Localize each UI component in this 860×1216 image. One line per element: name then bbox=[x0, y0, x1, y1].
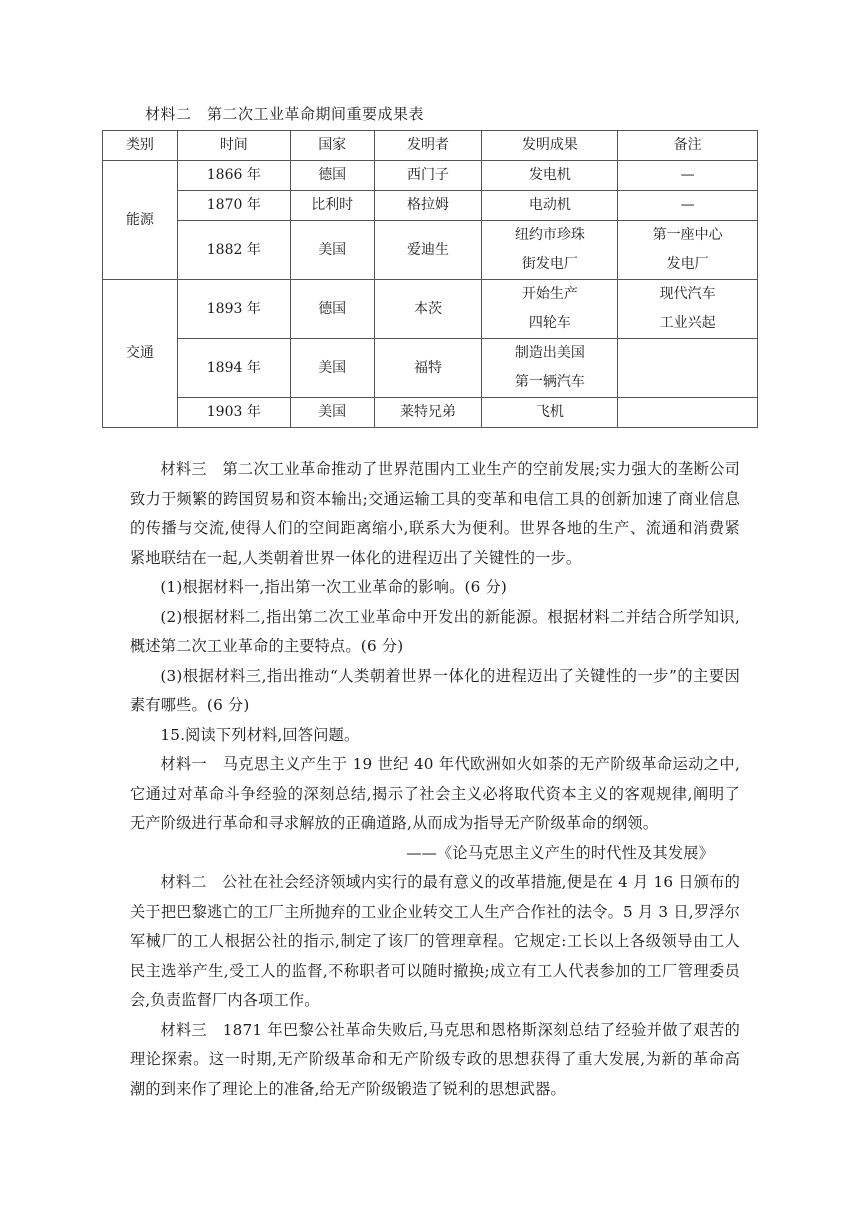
question-1: (1)根据材料一,指出第一次工业革命的影响。(6 分) bbox=[160, 578, 508, 596]
note-cell bbox=[618, 398, 758, 428]
inventor-cell: 本茨 bbox=[374, 280, 482, 339]
inventor-cell: 格拉姆 bbox=[374, 191, 482, 221]
table-row bbox=[103, 161, 758, 191]
note-cell bbox=[618, 339, 758, 398]
result-line: 第一辆汽车 bbox=[514, 374, 585, 390]
question-3: (3)根据材料三,指出推动“人类朝着世界一体化的进程迈出了关键性的一步”的主要因素有哪些。(6 分) bbox=[130, 666, 740, 714]
question-15-title: 15.阅读下列材料,回答问题。 bbox=[160, 725, 360, 744]
note-cell bbox=[618, 221, 758, 280]
country-cell: 美国 bbox=[290, 221, 374, 280]
result-line: 街发电厂 bbox=[521, 256, 578, 272]
country-cell: 比利时 bbox=[290, 191, 374, 221]
result-cell bbox=[482, 221, 618, 280]
time-cell: 1894 年 bbox=[177, 339, 290, 398]
country-cell: 美国 bbox=[290, 339, 374, 398]
table-row bbox=[103, 221, 758, 280]
material3-paragraph: 材料三 第二次工业革命推动了世界范围内工业生产的空前发展;实力强大的垄断公司致力于频繁的跨国贸易和资本输出;交通运输工具的变革和电信工具的创新加速了商业信息的传播与交流,使得人们的空间距离缩小,联系大为便利。世界各地的生产、流通和消费紧紧地联结在一起,人类朝着世界一体化的进程迈出了关键性的一步。 bbox=[130, 460, 740, 567]
time-cell: 1893 年 bbox=[177, 280, 290, 339]
material3-block bbox=[130, 455, 740, 1104]
q15-material3: 材料三 1871 年巴黎公社革命失败后,马克思和恩格斯深刻总结了经验并做了艰苦的理论探索。这一时期,无产阶级革命和无产阶级专政的思想获得了重大发展,为新的革命高潮的到来作了理论上的准备,给无产阶级锻造了锐利的思想武器。 bbox=[130, 1020, 740, 1098]
result-line: 纽约市珍珠 bbox=[514, 227, 585, 243]
inventor-cell: 莱特兄弟 bbox=[374, 398, 482, 428]
inventor-cell: 西门子 bbox=[374, 161, 482, 191]
table-row bbox=[103, 339, 758, 398]
result-line: 制造出美国 bbox=[514, 345, 585, 361]
note-line: 发电厂 bbox=[666, 256, 709, 272]
table-row bbox=[103, 280, 758, 339]
result-line: 四轮车 bbox=[528, 315, 571, 331]
table-row bbox=[103, 398, 758, 428]
header-time: 时间 bbox=[177, 131, 290, 161]
result-cell bbox=[482, 339, 618, 398]
q15-source1: ——《论马克思主义产生的时代性及其发展》 bbox=[406, 843, 714, 862]
time-cell: 1866 年 bbox=[177, 161, 290, 191]
result-cell bbox=[482, 280, 618, 339]
results-table bbox=[102, 130, 758, 428]
result-cell: 发电机 bbox=[482, 161, 618, 191]
country-cell: 德国 bbox=[290, 161, 374, 191]
header-result: 发明成果 bbox=[482, 131, 618, 161]
time-cell: 1903 年 bbox=[177, 398, 290, 428]
category-cell: 能源 bbox=[103, 161, 178, 280]
result-cell: 电动机 bbox=[482, 191, 618, 221]
inventor-cell: 福特 bbox=[374, 339, 482, 398]
note-line: 现代汽车 bbox=[659, 286, 716, 302]
time-cell: 1882 年 bbox=[177, 221, 290, 280]
q15-material1: 材料一 马克思主义产生于 19 世纪 40 年代欧洲如火如荼的无产阶级革命运动之中,它通过对革命斗争经验的深刻总结,揭示了社会主义必将取代资本主义的客观规律,阐明了无产阶级进行革命和寻求解放的正确道路,从而成为指导无产阶级革命的纲领。 bbox=[130, 755, 740, 832]
note-cell bbox=[618, 280, 758, 339]
note-line: 工业兴起 bbox=[659, 315, 716, 331]
header-category: 类别 bbox=[103, 131, 178, 161]
q15-material2: 材料二 公社在社会经济领域内实行的最有意义的改革措施,便是在 4 月 16 日颁布的关于把巴黎逃亡的工厂主所抛弃的工业企业转交工人生产合作社的法令。5 月 3 日,罗浮尔军械厂的工人根据公社的指示,制定了该厂的管理章程。它规定:工长以上各级领导由工人民主选举产生,受工人的监督,不称职者可以随时撤换;成立有工人代表参加的工厂管理委员会,负责监督厂内各项工作。 bbox=[130, 873, 740, 1009]
category-cell: 交通 bbox=[103, 280, 178, 428]
note-cell: — bbox=[618, 191, 758, 221]
inventor-cell: 爱迪生 bbox=[374, 221, 482, 280]
table-caption: 材料二 第二次工业革命期间重要成果表 bbox=[145, 105, 425, 123]
country-cell: 德国 bbox=[290, 280, 374, 339]
table-row bbox=[103, 191, 758, 221]
result-cell: 飞机 bbox=[482, 398, 618, 428]
question-2: (2)根据材料二,指出第二次工业革命中开发出的新能源。根据材料二并结合所学知识,概述第二次工业革命的主要特点。(6 分) bbox=[130, 607, 740, 655]
table-header-row bbox=[103, 131, 758, 161]
note-cell: — bbox=[618, 161, 758, 191]
note-line: 第一座中心 bbox=[652, 227, 723, 243]
header-country: 国家 bbox=[290, 131, 374, 161]
result-line: 开始生产 bbox=[521, 286, 578, 302]
country-cell: 美国 bbox=[290, 398, 374, 428]
time-cell: 1870 年 bbox=[177, 191, 290, 221]
header-inventor: 发明者 bbox=[374, 131, 482, 161]
header-note: 备注 bbox=[618, 131, 758, 161]
